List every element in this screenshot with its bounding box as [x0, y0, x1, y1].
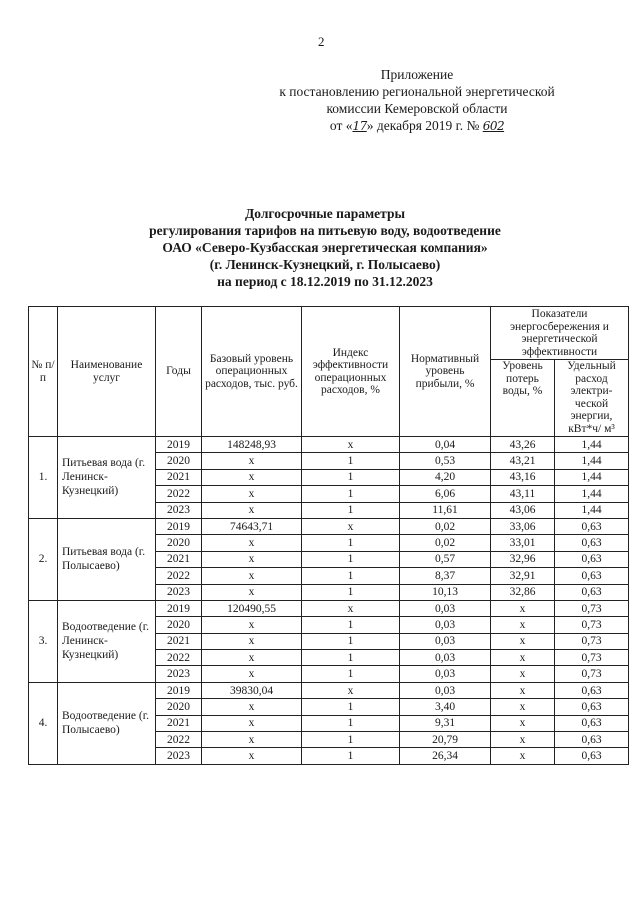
year-cell: 2019: [156, 600, 202, 616]
water-losses-cell: х: [491, 682, 555, 698]
profit-level-cell: 0,03: [400, 617, 491, 633]
base-level-cell: х: [202, 469, 302, 485]
efficiency-index-cell: 1: [302, 732, 400, 748]
service-name-cell: Питьевая вода (г. Ленинск-Кузнецкий): [58, 437, 156, 519]
base-level-cell: х: [202, 453, 302, 469]
table-body: [29, 437, 629, 765]
water-losses-cell: 43,11: [491, 486, 555, 502]
appendix-resolution-line: к постановлению региональной энергетической: [279, 84, 555, 99]
water-losses-cell: х: [491, 732, 555, 748]
year-cell: 2023: [156, 584, 202, 600]
row-number-cell: 1.: [29, 437, 58, 519]
efficiency-index-cell: 1: [302, 617, 400, 633]
base-level-cell: 120490,55: [202, 600, 302, 616]
efficiency-index-cell: 1: [302, 650, 400, 666]
efficiency-index-cell: 1: [302, 568, 400, 584]
base-level-cell: х: [202, 535, 302, 551]
profit-level-cell: 0,53: [400, 453, 491, 469]
year-cell: 2020: [156, 535, 202, 551]
water-losses-cell: 43,21: [491, 453, 555, 469]
appendix-date-line: [252, 117, 582, 135]
efficiency-index-cell: 1: [302, 469, 400, 485]
year-cell: 2022: [156, 732, 202, 748]
header-service: Наименование услуг: [58, 307, 156, 437]
power-consumption-cell: 0,63: [555, 535, 629, 551]
service-name-cell: Питьевая вода (г. Полысаево): [58, 518, 156, 600]
profit-level-cell: 0,02: [400, 518, 491, 534]
water-losses-cell: х: [491, 748, 555, 764]
profit-level-cell: 4,20: [400, 469, 491, 485]
base-level-cell: 148248,93: [202, 437, 302, 453]
power-consumption-cell: 0,73: [555, 666, 629, 682]
base-level-cell: 39830,04: [202, 682, 302, 698]
efficiency-index-cell: 1: [302, 502, 400, 518]
profit-level-cell: 3,40: [400, 699, 491, 715]
efficiency-index-cell: 1: [302, 748, 400, 764]
year-cell: 2021: [156, 633, 202, 649]
water-losses-cell: 43,06: [491, 502, 555, 518]
row-number-cell: 3.: [29, 600, 58, 682]
service-name-cell: Водоотведение (г. Полысаево): [58, 682, 156, 764]
table-row: [29, 437, 629, 453]
power-consumption-cell: 0,73: [555, 650, 629, 666]
header-efficiency-index: Индекс эффективности операционных расходов, %: [302, 307, 400, 437]
year-cell: 2019: [156, 518, 202, 534]
power-consumption-cell: 0,73: [555, 633, 629, 649]
header-water-losses: Уровень потерь воды, %: [491, 360, 555, 437]
water-losses-cell: 33,01: [491, 535, 555, 551]
power-consumption-cell: 0,63: [555, 715, 629, 731]
efficiency-index-cell: 1: [302, 633, 400, 649]
efficiency-index-cell: х: [302, 437, 400, 453]
water-losses-cell: 33,06: [491, 518, 555, 534]
appendix-title: Приложение: [380, 67, 454, 82]
base-level-cell: х: [202, 732, 302, 748]
base-level-cell: х: [202, 699, 302, 715]
profit-level-cell: 8,37: [400, 568, 491, 584]
efficiency-index-cell: 1: [302, 699, 400, 715]
table-row: [29, 600, 629, 616]
base-level-cell: х: [202, 584, 302, 600]
appendix-header: [252, 66, 582, 135]
year-cell: 2020: [156, 453, 202, 469]
profit-level-cell: 6,06: [400, 486, 491, 502]
water-losses-cell: х: [491, 617, 555, 633]
efficiency-index-cell: х: [302, 518, 400, 534]
year-cell: 2021: [156, 715, 202, 731]
power-consumption-cell: 1,44: [555, 437, 629, 453]
date-suffix: » декабря 2019 г. №: [366, 118, 480, 133]
profit-level-cell: 20,79: [400, 732, 491, 748]
profit-level-cell: 0,03: [400, 633, 491, 649]
profit-level-cell: 0,03: [400, 666, 491, 682]
efficiency-index-cell: х: [302, 682, 400, 698]
year-cell: 2023: [156, 748, 202, 764]
efficiency-index-cell: 1: [302, 715, 400, 731]
year-cell: 2021: [156, 551, 202, 567]
table-row: [29, 518, 629, 534]
base-level-cell: 74643,71: [202, 518, 302, 534]
base-level-cell: х: [202, 715, 302, 731]
year-cell: 2022: [156, 568, 202, 584]
header-power-consumption: Удельный расход электри-ческой энергии, кВт*ч/ м³: [555, 360, 629, 437]
water-losses-cell: х: [491, 600, 555, 616]
power-consumption-cell: 0,63: [555, 682, 629, 698]
year-cell: 2023: [156, 666, 202, 682]
row-number-cell: 2.: [29, 518, 58, 600]
power-consumption-cell: 0,63: [555, 551, 629, 567]
year-cell: 2022: [156, 650, 202, 666]
table-row: [29, 682, 629, 698]
header-profit-level: Нормативный уровень прибыли, %: [400, 307, 491, 437]
tariff-parameters-table: [28, 306, 629, 765]
power-consumption-cell: 0,63: [555, 732, 629, 748]
profit-level-cell: 0,04: [400, 437, 491, 453]
base-level-cell: х: [202, 486, 302, 502]
base-level-cell: х: [202, 748, 302, 764]
profit-level-cell: 26,34: [400, 748, 491, 764]
profit-level-cell: 0,57: [400, 551, 491, 567]
power-consumption-cell: 0,73: [555, 617, 629, 633]
header-num: № п/п: [29, 307, 58, 437]
year-cell: 2019: [156, 437, 202, 453]
year-cell: 2023: [156, 502, 202, 518]
date-prefix: от «: [329, 118, 353, 133]
appendix-commission-line: комиссии Кемеровской области: [326, 101, 508, 116]
power-consumption-cell: 0,63: [555, 568, 629, 584]
power-consumption-cell: 1,44: [555, 502, 629, 518]
efficiency-index-cell: 1: [302, 535, 400, 551]
water-losses-cell: 32,91: [491, 568, 555, 584]
profit-level-cell: 0,03: [400, 682, 491, 698]
power-consumption-cell: 0,73: [555, 600, 629, 616]
power-consumption-cell: 1,44: [555, 486, 629, 502]
header-base-level: Базовый уровень операционных расходов, тыс. руб.: [202, 307, 302, 437]
power-consumption-cell: 0,63: [555, 748, 629, 764]
base-level-cell: х: [202, 666, 302, 682]
power-consumption-cell: 0,63: [555, 584, 629, 600]
power-consumption-cell: 1,44: [555, 453, 629, 469]
efficiency-index-cell: 1: [302, 584, 400, 600]
page-number: 2: [318, 34, 325, 49]
water-losses-cell: 43,26: [491, 437, 555, 453]
base-level-cell: х: [202, 551, 302, 567]
document-number: 602: [482, 119, 505, 133]
efficiency-index-cell: 1: [302, 551, 400, 567]
year-cell: 2021: [156, 469, 202, 485]
water-losses-cell: 32,86: [491, 584, 555, 600]
header-energy-group: Показатели энергосбережения и энергетической эффективности: [491, 307, 629, 360]
efficiency-index-cell: 1: [302, 453, 400, 469]
header-years: Годы: [156, 307, 202, 437]
base-level-cell: х: [202, 633, 302, 649]
profit-level-cell: 0,03: [400, 600, 491, 616]
year-cell: 2019: [156, 682, 202, 698]
base-level-cell: х: [202, 502, 302, 518]
power-consumption-cell: 0,63: [555, 699, 629, 715]
title-line-5: на период с 18.12.2019 по 31.12.2023: [217, 274, 433, 289]
profit-level-cell: 10,13: [400, 584, 491, 600]
profit-level-cell: 11,61: [400, 502, 491, 518]
year-cell: 2020: [156, 617, 202, 633]
base-level-cell: х: [202, 650, 302, 666]
title-line-2: регулирования тарифов на питьевую воду, водоотведение: [149, 223, 501, 238]
title-line-1: Долгосрочные параметры: [245, 206, 405, 221]
row-number-cell: 4.: [29, 682, 58, 764]
year-cell: 2020: [156, 699, 202, 715]
title-line-4: (г. Ленинск-Кузнецкий, г. Полысаево): [209, 257, 441, 272]
date-day: 17: [352, 119, 367, 133]
base-level-cell: х: [202, 617, 302, 633]
service-name-cell: Водоотведение (г. Ленинск-Кузнецкий): [58, 600, 156, 682]
profit-level-cell: 0,03: [400, 650, 491, 666]
base-level-cell: х: [202, 568, 302, 584]
water-losses-cell: 43,16: [491, 469, 555, 485]
water-losses-cell: х: [491, 650, 555, 666]
efficiency-index-cell: 1: [302, 486, 400, 502]
profit-level-cell: 9,31: [400, 715, 491, 731]
profit-level-cell: 0,02: [400, 535, 491, 551]
water-losses-cell: 32,96: [491, 551, 555, 567]
power-consumption-cell: 0,63: [555, 518, 629, 534]
water-losses-cell: х: [491, 715, 555, 731]
water-losses-cell: х: [491, 699, 555, 715]
title-line-3: ОАО «Северо-Кузбасская энергетическая компания»: [162, 240, 488, 255]
year-cell: 2022: [156, 486, 202, 502]
water-losses-cell: х: [491, 633, 555, 649]
power-consumption-cell: 1,44: [555, 469, 629, 485]
efficiency-index-cell: х: [302, 600, 400, 616]
document-title: [60, 205, 590, 290]
efficiency-index-cell: 1: [302, 666, 400, 682]
water-losses-cell: х: [491, 666, 555, 682]
